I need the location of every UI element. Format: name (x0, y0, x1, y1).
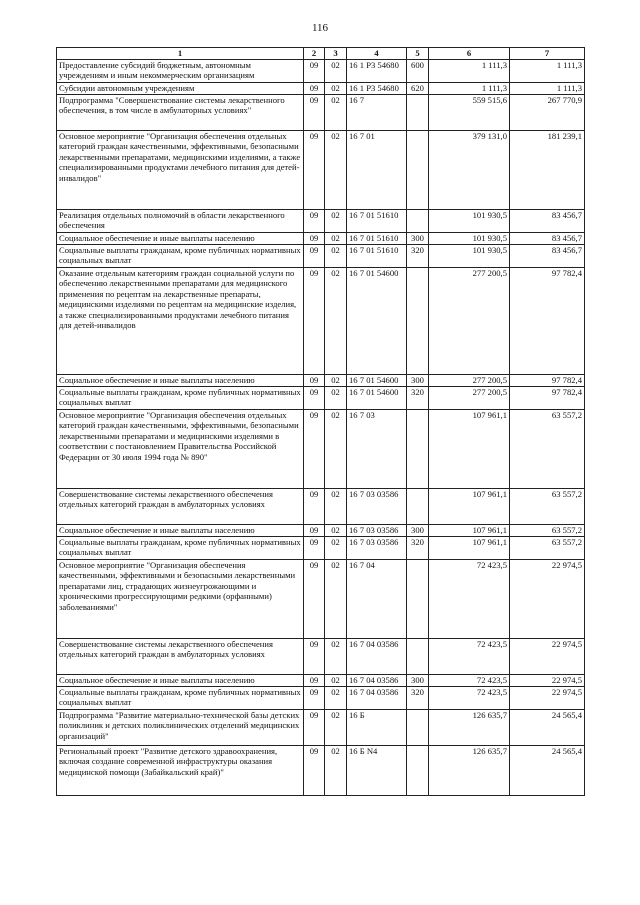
item-name-cell: Основное мероприятие "Организация обеспечения качественными, эффективными и безопасными лекарственными препаратами лиц, страдающих жизнеугрожающими и хроническими прогрессирующими редкими (орфанными) заболеваниями" (57, 560, 304, 639)
section-code-cell: 09 (304, 131, 325, 210)
amount-year2-cell: 22 974,5 (510, 687, 585, 710)
target-article-cell: 16 1 Р3 54680 (347, 83, 407, 95)
target-article-cell: 16 7 04 03586 (347, 687, 407, 710)
target-article-cell: 16 7 03 03586 (347, 537, 407, 560)
amount-year2-cell: 63 557,2 (510, 410, 585, 489)
amount-year1-cell: 72 423,5 (429, 560, 510, 639)
page-number: 116 (311, 22, 329, 34)
table-row (57, 687, 585, 710)
amount-year1-cell: 1 111,3 (429, 60, 510, 83)
table-row (57, 245, 585, 268)
expense-type-cell: 320 (407, 387, 429, 410)
section-code-cell: 09 (304, 83, 325, 95)
amount-year2-cell: 97 782,4 (510, 387, 585, 410)
section-code-cell: 09 (304, 375, 325, 387)
item-name-cell: Социальные выплаты гражданам, кроме публичных нормативных социальных выплат (57, 387, 304, 410)
amount-year2-cell: 1 111,3 (510, 83, 585, 95)
subsection-code-cell: 02 (325, 560, 347, 639)
expense-type-cell (407, 268, 429, 375)
target-article-cell: 16 7 01 51610 (347, 210, 407, 233)
expense-type-cell: 320 (407, 245, 429, 268)
table-row (57, 537, 585, 560)
subsection-code-cell: 02 (325, 375, 347, 387)
amount-year2-cell: 83 456,7 (510, 233, 585, 245)
amount-year1-cell: 1 111,3 (429, 83, 510, 95)
target-article-cell: 16 7 04 03586 (347, 639, 407, 675)
subsection-code-cell: 02 (325, 233, 347, 245)
item-name-cell: Социальные выплаты гражданам, кроме публичных нормативных социальных выплат (57, 245, 304, 268)
expense-type-cell (407, 210, 429, 233)
subsection-code-cell: 02 (325, 387, 347, 410)
table-row (57, 710, 585, 746)
subsection-code-cell: 02 (325, 489, 347, 525)
amount-year1-cell: 277 200,5 (429, 268, 510, 375)
subsection-code-cell: 02 (325, 131, 347, 210)
amount-year1-cell: 101 930,5 (429, 233, 510, 245)
amount-year2-cell: 24 565,4 (510, 710, 585, 746)
amount-year2-cell: 22 974,5 (510, 639, 585, 675)
subsection-code-cell: 02 (325, 639, 347, 675)
item-name-cell: Социальное обеспечение и иные выплаты населению (57, 675, 304, 687)
amount-year1-cell: 107 961,1 (429, 525, 510, 537)
expense-type-cell (407, 710, 429, 746)
section-code-cell: 09 (304, 560, 325, 639)
amount-year2-cell: 97 782,4 (510, 268, 585, 375)
table-row (57, 375, 585, 387)
target-article-cell: 16 7 03 03586 (347, 489, 407, 525)
amount-year1-cell: 107 961,1 (429, 410, 510, 489)
table-row (57, 60, 585, 83)
item-name-cell: Реализация отдельных полномочий в области лекарственного обеспечения (57, 210, 304, 233)
target-article-cell: 16 Б N4 (347, 746, 407, 796)
item-name-cell: Подпрограмма "Развитие материально-технической базы детских поликлиник и детских поликлинических отделений медицинских организаций" (57, 710, 304, 746)
item-name-cell: Субсидии автономным учреждениям (57, 83, 304, 95)
item-name-cell: Социальное обеспечение и иные выплаты населению (57, 525, 304, 537)
target-article-cell: 16 7 01 54600 (347, 375, 407, 387)
expense-type-cell: 300 (407, 525, 429, 537)
item-name-cell: Оказание отдельным категориям граждан социальной услуги по обеспечению лекарственными препаратами для медицинского применения по рецептам на лекарственные препараты, медицинскими изделиями по рецептам на медицинские изделия, а также специализированными продуктами лечебного питания для детей-инвалидов (57, 268, 304, 375)
header-row (57, 48, 585, 60)
target-article-cell: 16 7 01 (347, 131, 407, 210)
subsection-code-cell: 02 (325, 60, 347, 83)
amount-year2-cell: 83 456,7 (510, 245, 585, 268)
section-code-cell: 09 (304, 710, 325, 746)
column-header: 1 (57, 48, 304, 60)
item-name-cell: Подпрограмма "Совершенствование системы лекарственного обеспечения, в том числе в амбулаторных условиях" (57, 95, 304, 131)
amount-year1-cell: 277 200,5 (429, 387, 510, 410)
target-article-cell: 16 7 01 51610 (347, 233, 407, 245)
column-header: 5 (407, 48, 429, 60)
amount-year2-cell: 22 974,5 (510, 560, 585, 639)
column-header: 7 (510, 48, 585, 60)
item-name-cell: Совершенствование системы лекарственного обеспечения отдельных категорий граждан в амбулаторных условиях (57, 639, 304, 675)
section-code-cell: 09 (304, 268, 325, 375)
amount-year1-cell: 107 961,1 (429, 489, 510, 525)
item-name-cell: Социальное обеспечение и иные выплаты населению (57, 233, 304, 245)
subsection-code-cell: 02 (325, 245, 347, 268)
expense-type-cell: 320 (407, 537, 429, 560)
section-code-cell: 09 (304, 387, 325, 410)
column-header: 3 (325, 48, 347, 60)
target-article-cell: 16 7 03 (347, 410, 407, 489)
table-row (57, 131, 585, 210)
amount-year2-cell: 267 770,9 (510, 95, 585, 131)
item-name-cell: Социальные выплаты гражданам, кроме публичных нормативных социальных выплат (57, 537, 304, 560)
amount-year2-cell: 63 557,2 (510, 489, 585, 525)
subsection-code-cell: 02 (325, 537, 347, 560)
target-article-cell: 16 7 04 (347, 560, 407, 639)
target-article-cell: 16 7 01 54600 (347, 387, 407, 410)
subsection-code-cell: 02 (325, 710, 347, 746)
section-code-cell: 09 (304, 245, 325, 268)
expense-type-cell (407, 639, 429, 675)
target-article-cell: 16 7 01 51610 (347, 245, 407, 268)
table-row (57, 410, 585, 489)
subsection-code-cell: 02 (325, 675, 347, 687)
expense-type-cell (407, 410, 429, 489)
amount-year1-cell: 107 961,1 (429, 537, 510, 560)
section-code-cell: 09 (304, 746, 325, 796)
expense-type-cell (407, 95, 429, 131)
section-code-cell: 09 (304, 210, 325, 233)
amount-year2-cell: 63 557,2 (510, 537, 585, 560)
amount-year1-cell: 277 200,5 (429, 375, 510, 387)
target-article-cell: 16 7 04 03586 (347, 675, 407, 687)
column-header: 6 (429, 48, 510, 60)
target-article-cell: 16 Б (347, 710, 407, 746)
item-name-cell: Совершенствование системы лекарственного обеспечения отдельных категорий граждан в амбулаторных условиях (57, 489, 304, 525)
table-row (57, 746, 585, 796)
table-row (57, 387, 585, 410)
item-name-cell: Основное мероприятие "Организация обеспечения отдельных категорий граждан качественными, эффективными, безопасными лекарственными препаратами и медицинскими изделиями в соответствии с постановлением Правительства Российской Федерации от 30 июля 1994 года № 890" (57, 410, 304, 489)
subsection-code-cell: 02 (325, 525, 347, 537)
item-name-cell: Основное мероприятие "Организация обеспечения отдельных категорий граждан качественными, эффективными, безопасными лекарственными препаратами, медицинскими изделиями, а также специализированными продуктами лечебного питания для детей-инвалидов" (57, 131, 304, 210)
amount-year1-cell: 72 423,5 (429, 675, 510, 687)
expense-type-cell: 600 (407, 60, 429, 83)
amount-year2-cell: 83 456,7 (510, 210, 585, 233)
expense-type-cell (407, 131, 429, 210)
amount-year2-cell: 1 111,3 (510, 60, 585, 83)
table-row (57, 233, 585, 245)
target-article-cell: 16 1 Р3 54680 (347, 60, 407, 83)
expense-type-cell (407, 560, 429, 639)
expense-type-cell: 300 (407, 675, 429, 687)
section-code-cell: 09 (304, 95, 325, 131)
section-code-cell: 09 (304, 525, 325, 537)
section-code-cell: 09 (304, 489, 325, 525)
amount-year2-cell: 24 565,4 (510, 746, 585, 796)
section-code-cell: 09 (304, 233, 325, 245)
item-name-cell: Социальное обеспечение и иные выплаты населению (57, 375, 304, 387)
amount-year2-cell: 22 974,5 (510, 675, 585, 687)
table-row (57, 95, 585, 131)
table-row (57, 525, 585, 537)
section-code-cell: 09 (304, 410, 325, 489)
section-code-cell: 09 (304, 537, 325, 560)
subsection-code-cell: 02 (325, 687, 347, 710)
subsection-code-cell: 02 (325, 746, 347, 796)
item-name-cell: Региональный проект "Развитие детского здравоохранения, включая создание современной инфраструктуры оказания медицинской помощи (Забайкальский край)" (57, 746, 304, 796)
amount-year1-cell: 101 930,5 (429, 210, 510, 233)
target-article-cell: 16 7 (347, 95, 407, 131)
subsection-code-cell: 02 (325, 210, 347, 233)
amount-year1-cell: 126 635,7 (429, 746, 510, 796)
subsection-code-cell: 02 (325, 83, 347, 95)
section-code-cell: 09 (304, 639, 325, 675)
subsection-code-cell: 02 (325, 95, 347, 131)
expense-type-cell (407, 746, 429, 796)
subsection-code-cell: 02 (325, 410, 347, 489)
item-name-cell: Социальные выплаты гражданам, кроме публичных нормативных социальных выплат (57, 687, 304, 710)
section-code-cell: 09 (304, 687, 325, 710)
expense-type-cell: 620 (407, 83, 429, 95)
expense-type-cell (407, 489, 429, 525)
amount-year2-cell: 97 782,4 (510, 375, 585, 387)
section-code-cell: 09 (304, 60, 325, 83)
amount-year1-cell: 72 423,5 (429, 687, 510, 710)
expense-type-cell: 300 (407, 375, 429, 387)
amount-year2-cell: 63 557,2 (510, 525, 585, 537)
column-header: 4 (347, 48, 407, 60)
table-row (57, 210, 585, 233)
budget-table (56, 47, 585, 796)
amount-year1-cell: 379 131,0 (429, 131, 510, 210)
table-row (57, 639, 585, 675)
target-article-cell: 16 7 01 54600 (347, 268, 407, 375)
amount-year1-cell: 101 930,5 (429, 245, 510, 268)
subsection-code-cell: 02 (325, 268, 347, 375)
table-row (57, 489, 585, 525)
table-row (57, 268, 585, 375)
table-row (57, 675, 585, 687)
expense-type-cell: 300 (407, 233, 429, 245)
target-article-cell: 16 7 03 03586 (347, 525, 407, 537)
table-row (57, 83, 585, 95)
amount-year1-cell: 559 515,6 (429, 95, 510, 131)
table-row (57, 560, 585, 639)
expense-type-cell: 320 (407, 687, 429, 710)
amount-year1-cell: 72 423,5 (429, 639, 510, 675)
item-name-cell: Предоставление субсидий бюджетным, автономным учреждениям и иным некоммерческим организациям (57, 60, 304, 83)
section-code-cell: 09 (304, 675, 325, 687)
column-header: 2 (304, 48, 325, 60)
amount-year1-cell: 126 635,7 (429, 710, 510, 746)
amount-year2-cell: 181 239,1 (510, 131, 585, 210)
